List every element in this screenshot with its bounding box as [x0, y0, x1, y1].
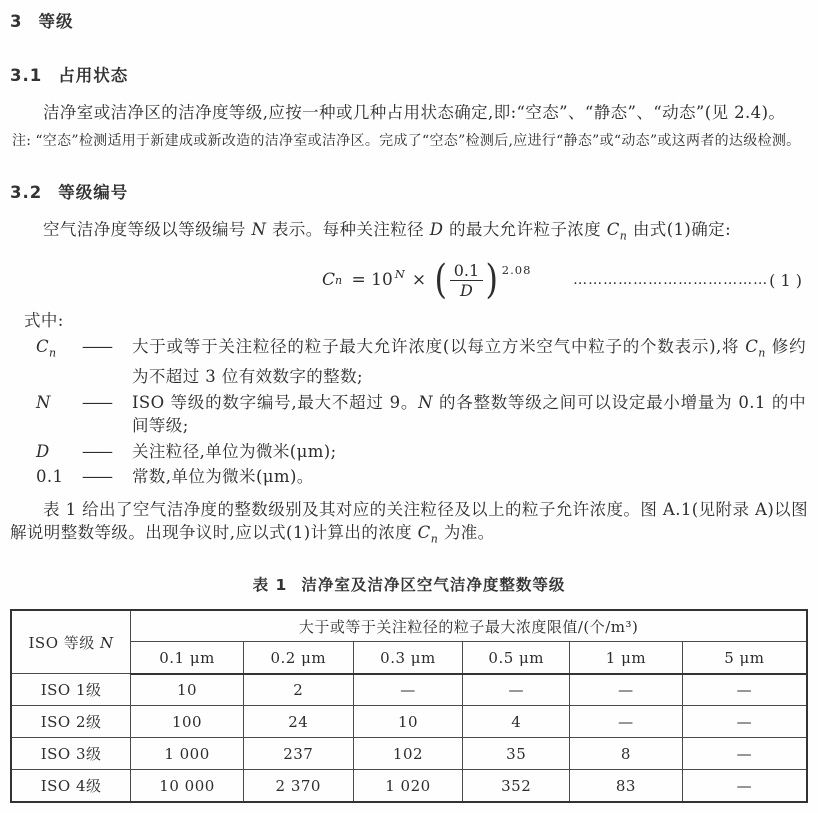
cell-value: 4 — [463, 706, 570, 738]
section-title: 占用状态 — [58, 66, 129, 85]
header-concentration-limit: 大于或等于关注粒径的粒子最大浓度限值/(个/m³) — [131, 610, 807, 642]
formula-lhs: C — [322, 270, 336, 291]
cell-value: 102 — [353, 738, 463, 770]
paragraph-table-intro — [10, 498, 808, 550]
definition-symbol: 0.1 — [36, 467, 64, 487]
exponent-N: N — [394, 267, 405, 282]
table-row-iso3 — [11, 738, 807, 770]
definition-N — [36, 391, 808, 438]
equals-base: = 10 — [346, 270, 393, 291]
fraction — [450, 261, 483, 300]
equation-number: ( 1 ) — [769, 270, 802, 290]
row-label: ISO 2级 — [11, 706, 131, 738]
where-label: 式中: — [24, 311, 64, 331]
section-number: 3.1 — [10, 66, 43, 85]
symbol-Cn-subscript: n — [49, 346, 57, 360]
table-row-iso4 — [11, 770, 807, 802]
text-segment: 表 1 给出了空气洁净度的整数级别及其对应的关注粒径及以上的粒子允许浓度。图 A.1(见附录 A)以图解说明整数等级。出现争议时,应以式(1)计算出的浓度 — [10, 499, 808, 542]
header-1um: 1 μm — [570, 642, 683, 674]
variable-Cn: C — [606, 220, 620, 239]
note-label: 注: — [12, 133, 32, 149]
exponent-2-08: 2.08 — [501, 262, 532, 277]
cell-value: 10 — [353, 706, 463, 738]
note-block — [12, 129, 808, 153]
section-title: 等级 — [38, 12, 74, 31]
definition-text — [132, 391, 808, 438]
cell-value: — — [570, 674, 683, 706]
section-3-1-heading — [10, 62, 808, 86]
cell-value: 8 — [570, 738, 683, 770]
definition-0-1 — [36, 465, 808, 489]
cell-value: — — [682, 770, 807, 802]
variable-Cn-subscript: n — [430, 531, 439, 545]
symbol-Cn: C — [36, 337, 50, 357]
note-text: “空态”检测适用于新建成或新改造的洁净室或洁净区。完成了“空态”检测后,应进行“静态”或“动态”或这两者的达级检测。 — [35, 133, 801, 149]
section-number: 3 — [10, 12, 23, 31]
table-header-row-2 — [11, 642, 807, 674]
definition-symbol — [36, 335, 82, 388]
cell-value: 2 370 — [243, 770, 353, 802]
header-0-2um: 0.2 μm — [243, 642, 353, 674]
cell-value: — — [682, 706, 807, 738]
cell-value: 1 020 — [353, 770, 463, 802]
variable-Cn-subscript: n — [619, 229, 628, 243]
equation-1 — [10, 253, 808, 307]
section-3-2-heading — [10, 179, 808, 203]
cell-value: 237 — [243, 738, 353, 770]
cell-value: 352 — [463, 770, 570, 802]
text-segment: 的各整数等级之间可以设定最小增量为 0.1 的中间等级; — [132, 392, 806, 436]
row-label: ISO 3级 — [11, 738, 131, 770]
row-label: ISO 1级 — [11, 674, 131, 706]
definition-text: 常数,单位为微米(μm)。 — [132, 467, 314, 487]
cell-value: 1 000 — [131, 738, 244, 770]
table-header-row-1 — [11, 610, 807, 642]
cell-value: 10 000 — [131, 770, 244, 802]
dot-leader: ………………………………… — [573, 272, 769, 289]
cell-value: 10 — [131, 674, 244, 706]
table-row-iso2 — [11, 706, 807, 738]
definition-symbol: D — [36, 441, 50, 461]
section-3-heading — [10, 8, 808, 32]
definition-dash: —— — [82, 392, 111, 412]
text-segment: 空气洁净度等级以等级编号 — [43, 220, 252, 239]
definition-Cn — [36, 335, 808, 388]
definition-D — [36, 440, 808, 464]
formula-lhs-subscript: n — [335, 273, 343, 287]
text-segment: 的最大允许粒子浓度 — [443, 220, 607, 239]
table-row-iso1 — [11, 674, 807, 706]
text-segment: 修约为不超过 3 位有效数字的整数; — [132, 337, 806, 387]
definition-dash: —— — [82, 467, 111, 487]
definition-dash: —— — [82, 441, 111, 461]
text-segment: ISO 等级的数字编号,最大不超过 9。 — [132, 392, 419, 412]
header-iso-class — [11, 610, 131, 674]
cell-value: — — [570, 706, 683, 738]
cell-value: 83 — [570, 770, 683, 802]
text-segment: ISO 等级 — [28, 633, 101, 652]
definition-text — [132, 335, 808, 388]
row-label: ISO 4级 — [11, 770, 131, 802]
cell-value: — — [682, 738, 807, 770]
cell-value: — — [463, 674, 570, 706]
header-0-5um: 0.5 μm — [463, 642, 570, 674]
text-segment: 由式(1)确定: — [627, 220, 732, 239]
text-segment: 表示。每种关注粒径 — [266, 220, 430, 239]
header-5um: 5 μm — [682, 642, 807, 674]
variable-D: D — [429, 220, 444, 239]
variable-N: N — [418, 392, 433, 412]
cell-value: 35 — [463, 738, 570, 770]
section-number: 3.2 — [10, 183, 43, 202]
multiply-sign: × — [411, 270, 427, 291]
cell-value: 24 — [243, 706, 353, 738]
left-paren: ( — [434, 257, 448, 304]
table-title: 洁净室及洁净区空气洁净度整数等级 — [301, 575, 566, 594]
header-0-1um: 0.1 μm — [131, 642, 244, 674]
paragraph-occupancy: 洁净室或洁净区的洁净度等级,应按一种或几种占用状态确定,即:“空态”、“静态”、“动态”(见 2.4)。 — [43, 103, 786, 122]
text-segment: 为准。 — [438, 522, 495, 542]
variable-N: N — [100, 633, 114, 652]
variable-Cn: C — [745, 337, 759, 357]
table-1-caption — [10, 573, 808, 595]
cell-value: — — [682, 674, 807, 706]
formula-expression — [322, 257, 532, 304]
fraction-numerator: 0.1 — [453, 260, 480, 280]
iso-class-table — [10, 609, 808, 803]
cell-value: 100 — [131, 706, 244, 738]
cell-value: — — [353, 674, 463, 706]
definition-text: 关注粒径,单位为微米(μm); — [132, 441, 337, 461]
section-title: 等级编号 — [58, 183, 129, 202]
header-0-3um: 0.3 μm — [353, 642, 463, 674]
variable-Cn: C — [417, 522, 431, 542]
definition-symbol: N — [36, 392, 51, 412]
cell-value: 2 — [243, 674, 353, 706]
paragraph-class-number — [10, 218, 808, 247]
variable-Cn-subscript: n — [758, 346, 766, 360]
text-segment: 大于或等于关注粒径的粒子最大允许浓度(以每立方米空气中粒子的个数表示),将 — [132, 337, 746, 357]
variable-N: N — [251, 220, 267, 239]
table-label: 表 1 — [252, 575, 288, 594]
fraction-denominator: D — [450, 280, 483, 300]
right-paren: ) — [485, 257, 499, 304]
definition-dash: —— — [82, 337, 111, 357]
